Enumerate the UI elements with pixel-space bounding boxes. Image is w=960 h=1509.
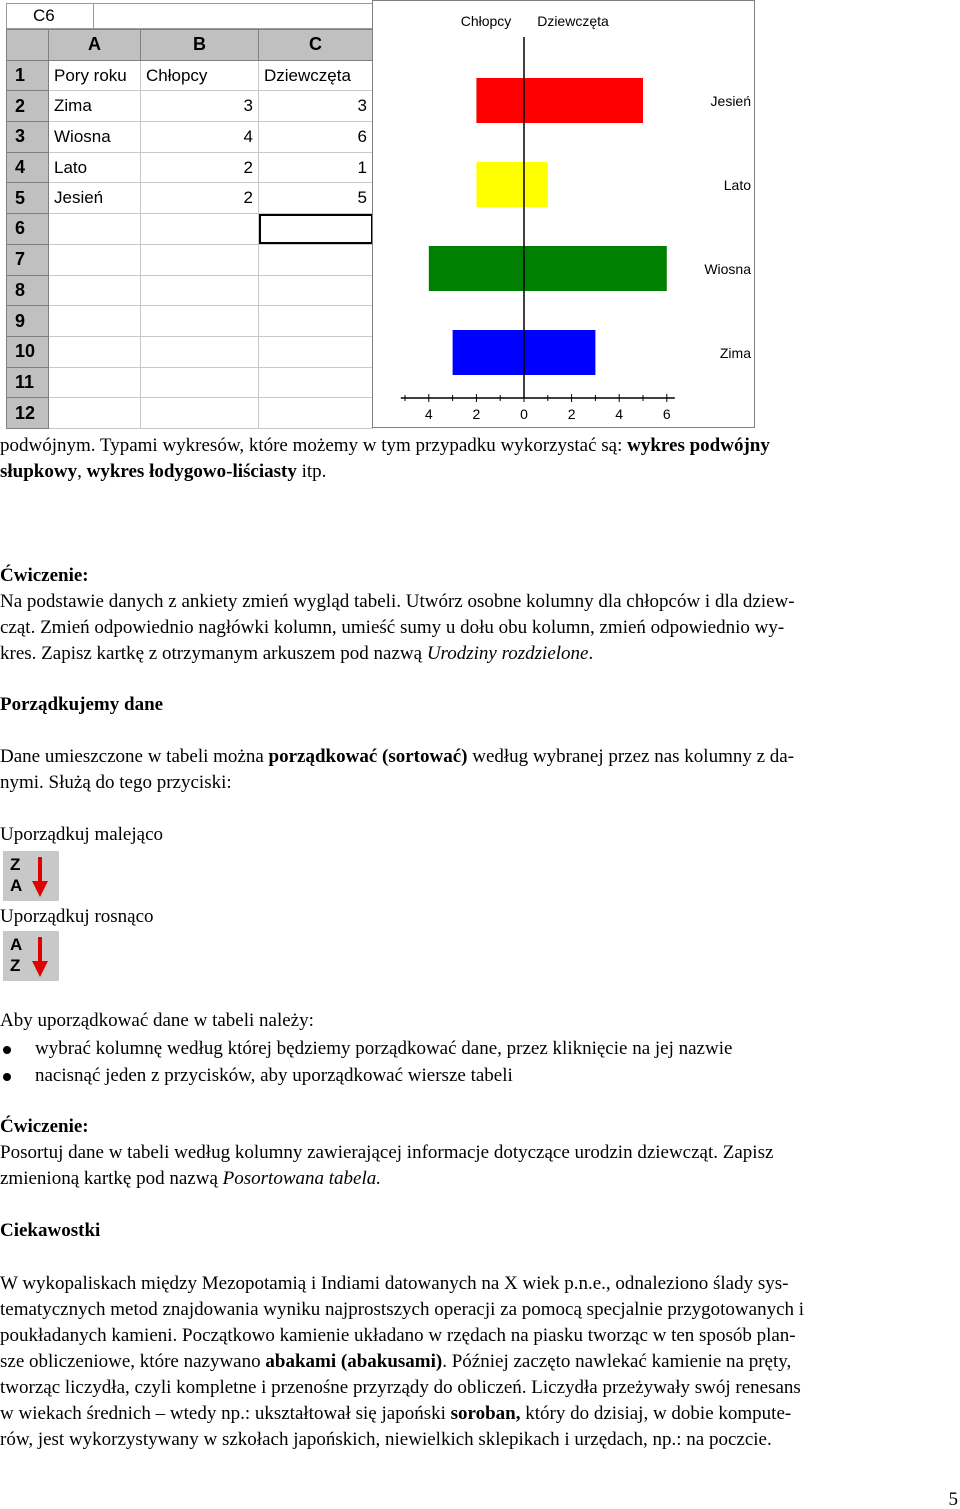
chart-object[interactable] xyxy=(372,0,755,428)
text-run: Dane umieszczone w tabeli można xyxy=(0,746,269,767)
spreadsheet-screenshot xyxy=(0,0,760,430)
legend-right: Dziewczęta xyxy=(537,13,609,29)
cell[interactable] xyxy=(259,275,373,306)
cell[interactable] xyxy=(259,367,373,398)
text-run-bold: wykres podwójny xyxy=(627,435,770,456)
cell[interactable]: 2 xyxy=(141,152,259,183)
button-letter: A xyxy=(10,935,23,954)
cell[interactable]: Dziewczęta xyxy=(259,60,373,91)
exercise-line: kres. Zapisz kartkę z otrzymanym arkuszem pod nazwą xyxy=(0,643,427,664)
category-label: Lato xyxy=(723,177,751,193)
text-run-bold: wykres łodygowo-liściasty xyxy=(86,461,297,482)
exercise-line: Na podstawie danych z ankiety zmień wygląd tabeli. Utwórz osobne kolumny dla chłopców i dla dziew- xyxy=(0,591,795,612)
row-header[interactable]: 9 xyxy=(7,306,49,337)
back-to-back-bar-chart xyxy=(373,1,756,429)
exercise-2 xyxy=(0,1114,960,1192)
list-item-text: nacisnąć jeden z przycisków, aby uporządkować wiersze tabeli xyxy=(35,1065,513,1086)
cell[interactable]: Chłopcy xyxy=(141,60,259,91)
row-header[interactable]: 7 xyxy=(7,244,49,275)
cell[interactable] xyxy=(49,214,141,245)
cell[interactable]: 3 xyxy=(259,91,373,122)
cell[interactable]: Wiosna xyxy=(49,122,141,153)
text-run: sze obliczeniowe, które nazywano xyxy=(0,1351,266,1372)
cell[interactable] xyxy=(141,367,259,398)
x-tick-label: 2 xyxy=(567,406,576,422)
cell[interactable] xyxy=(49,244,141,275)
cell[interactable]: Zima xyxy=(49,91,141,122)
bar-1 xyxy=(476,162,547,207)
text-run: w wiekach średnich – wtedy np.: ukształtował się japoński xyxy=(0,1403,451,1424)
category-label: Jesień xyxy=(710,93,751,109)
category-label: Zima xyxy=(719,345,751,361)
category-label: Wiosna xyxy=(704,261,751,277)
bullet-icon xyxy=(3,1046,11,1054)
exercise-title: Ćwiczenie: xyxy=(0,565,89,586)
cell[interactable]: 5 xyxy=(259,183,373,214)
text-run: nymi. Służą do tego przyciski: xyxy=(0,772,232,793)
row-header[interactable]: 6 xyxy=(7,214,49,245)
row-header[interactable]: 3 xyxy=(7,122,49,153)
file-name: Urodziny rozdzielone xyxy=(426,643,589,664)
arrow-down-icon xyxy=(32,857,48,897)
text-run-bold: słupkowy xyxy=(0,461,78,482)
cell[interactable]: 1 xyxy=(259,152,373,183)
cell[interactable] xyxy=(141,275,259,306)
text-run: itp. xyxy=(296,461,327,482)
steps-intro: Aby uporządkować dane w tabeli należy: xyxy=(0,1010,314,1031)
cell[interactable]: Jesień xyxy=(49,183,141,214)
section-heading-curiosities: Ciekawostki xyxy=(0,1220,101,1241)
row-header[interactable]: 5 xyxy=(7,183,49,214)
column-header-b[interactable]: B xyxy=(141,30,259,61)
text-run: tworząc liczydła, czyli kompletne i przenośne przyrządy do obliczeń. Liczydła przeżywały swój renesans xyxy=(0,1377,801,1398)
column-header-a[interactable]: A xyxy=(49,30,141,61)
text-run-bold: porządkować (sortować) xyxy=(268,746,468,767)
page-number: 5 xyxy=(948,1489,958,1509)
cell[interactable] xyxy=(49,367,141,398)
column-header-c[interactable]: C xyxy=(259,30,373,61)
cell[interactable] xyxy=(49,336,141,367)
list-item-text: wybrać kolumnę według której będziemy porządkować dane, przez kliknięcie na jej nazwie xyxy=(35,1038,733,1059)
text-run: , xyxy=(77,461,87,482)
text-run: poukładanych kamieni. Początkowo kamienie układano w rzędach na piasku tworząc w ten sposób plan- xyxy=(0,1325,796,1346)
text-run: W wykopaliskach między Mezopotamią i Indiami datowanych na X wiek p.n.e., odnaleziono ślady sys- xyxy=(0,1273,789,1294)
x-tick-label: 4 xyxy=(424,406,433,422)
button-letter: A xyxy=(10,876,23,895)
cell[interactable] xyxy=(259,398,373,429)
row-header[interactable]: 11 xyxy=(7,367,49,398)
row-header[interactable]: 1 xyxy=(7,60,49,91)
cell[interactable]: 4 xyxy=(141,122,259,153)
exercise-title: Ćwiczenie: xyxy=(0,1116,89,1137)
cell[interactable] xyxy=(141,336,259,367)
cell[interactable] xyxy=(141,398,259,429)
cell[interactable] xyxy=(49,275,141,306)
x-tick-label: 6 xyxy=(662,406,671,422)
text-run: . Później zaczęto nawlekać kamienie na pręty, xyxy=(442,1351,792,1372)
paragraph-curiosities xyxy=(0,1271,960,1453)
cell[interactable]: 6 xyxy=(259,122,373,153)
exercise-line: cząt. Zmień odpowiednio nagłówki kolumn, umieść sumy u dołu obu kolumn, zmień odpowiednio wy- xyxy=(0,617,785,638)
text-run: według wybranej przez nas kolumny z da- xyxy=(467,746,795,767)
cell[interactable] xyxy=(141,244,259,275)
cell[interactable] xyxy=(141,214,259,245)
text-run-bold: soroban, xyxy=(450,1403,521,1424)
x-tick-label: 4 xyxy=(615,406,624,422)
cell[interactable] xyxy=(259,336,373,367)
cell[interactable]: 2 xyxy=(141,183,259,214)
text-run: podwójnym. Typami wykresów, które możemy w tym przypadku wykorzystać są: xyxy=(0,435,628,456)
cell[interactable] xyxy=(141,306,259,337)
cell[interactable] xyxy=(259,306,373,337)
sort-descending-button[interactable] xyxy=(3,851,59,901)
text-run: tematycznych metod znajdowania wyniku najprostszych operacji za pomocą specjalnie przygotowanych i xyxy=(0,1299,805,1320)
legend-left: Chłopcy xyxy=(460,13,512,29)
button-letter: Z xyxy=(10,956,21,975)
cell[interactable] xyxy=(49,306,141,337)
file-name: Posortowana tabela. xyxy=(222,1168,381,1189)
sort-ascending-label: Uporządkuj rosnąco xyxy=(0,906,154,927)
bar-0 xyxy=(476,78,643,123)
row-header[interactable]: 8 xyxy=(7,275,49,306)
text-run-bold: abakami (abakusami) xyxy=(265,1351,443,1372)
bullet-icon xyxy=(3,1073,11,1081)
spreadsheet-grid xyxy=(6,29,373,429)
paragraph-sorting xyxy=(0,744,960,796)
row-header[interactable]: 2 xyxy=(7,91,49,122)
section-heading-sorting: Porządkujemy dane xyxy=(0,694,164,715)
exercise-line: zmienioną kartkę pod nazwą xyxy=(0,1168,223,1189)
x-tick-label: 2 xyxy=(472,406,481,422)
button-letter: Z xyxy=(10,855,21,874)
cell[interactable]: 3 xyxy=(141,91,259,122)
exercise-1 xyxy=(0,563,960,667)
row-header[interactable]: 12 xyxy=(7,398,49,429)
sort-ascending-button[interactable] xyxy=(3,931,59,981)
cell[interactable] xyxy=(49,398,141,429)
cell[interactable]: Pory roku xyxy=(49,60,141,91)
arrow-down-icon xyxy=(32,937,48,977)
name-box[interactable]: C6 xyxy=(6,3,94,29)
cell[interactable]: Lato xyxy=(49,152,141,183)
select-all-corner[interactable] xyxy=(7,30,49,61)
exercise-line: Posortuj dane w tabeli według kolumny zawierającej informacje dotyczące urodzin dziewcząt. Zapisz xyxy=(0,1142,774,1163)
row-header[interactable]: 4 xyxy=(7,152,49,183)
selected-cell[interactable] xyxy=(259,214,373,245)
text-run: . xyxy=(588,643,594,664)
sort-descending-label: Uporządkuj malejąco xyxy=(0,824,164,845)
row-header[interactable]: 10 xyxy=(7,336,49,367)
text-run: rów, jest wykorzystywany w szkołach japońskich, niewielkich sklepikach i urzędach, np.: na poczcie. xyxy=(0,1429,772,1450)
cell[interactable] xyxy=(259,244,373,275)
text-run: który do dzisiaj, w dobie kompute- xyxy=(520,1403,792,1424)
x-tick-label: 0 xyxy=(520,406,528,422)
bar-2 xyxy=(429,246,667,291)
paragraph-chart-types xyxy=(0,433,960,485)
